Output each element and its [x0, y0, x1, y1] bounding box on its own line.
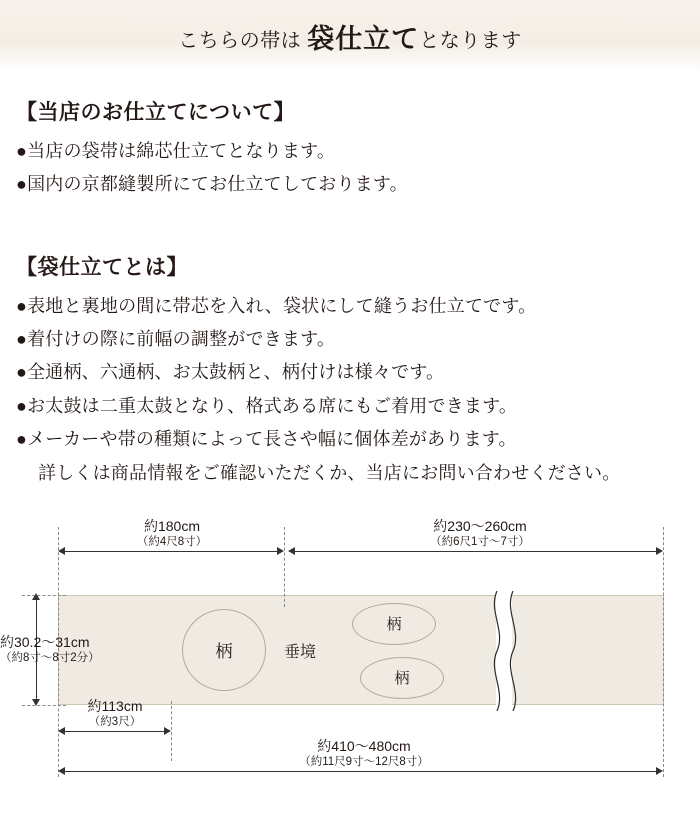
header-banner [0, 0, 700, 72]
guide-line-tare-boundary [284, 527, 285, 607]
pattern-oval-top [352, 603, 436, 645]
dim-arrow-top-left [62, 551, 280, 552]
pattern-label: 柄 [215, 642, 233, 662]
dim-label-height [0, 633, 126, 666]
dim-arrow-top-right [292, 551, 659, 552]
bullet-item: ●国内の京都縫製所にてお仕立てしております。 [16, 174, 408, 195]
bullet-item: ●お太鼓は二重太鼓となり、格式ある席にもご着用できます。 [16, 395, 518, 416]
dim-subvalue: （約11尺9寸〜12尺8寸） [299, 755, 429, 768]
dim-arrow-bottom-left [62, 731, 167, 732]
bullet-item: ●表地と裏地の間に帯芯を入れ、袋状にして縫うお仕立てです。 [16, 295, 537, 316]
banner-emphasis: 袋仕立て [307, 23, 420, 54]
pattern-label: 柄 [386, 616, 402, 634]
bullet-item: ●着付けの際に前幅の調整ができます。 [16, 329, 336, 350]
banner-prefix: こちらの帯は [178, 29, 308, 52]
arrow-head-left [288, 547, 295, 555]
break-line-right [502, 591, 524, 711]
pattern-circle [182, 609, 266, 691]
dim-value: 約180cm [143, 517, 201, 534]
bullet-item: ●全通柄、六通柄、お太鼓柄と、柄付けは様々です。 [16, 362, 445, 383]
arrow-head-right [277, 547, 284, 555]
dim-subvalue: （約6尺1寸〜7寸） [430, 535, 530, 548]
arrow-head-left [58, 547, 65, 555]
obi-body-right [512, 595, 664, 705]
dim-value: 約230〜260cm [433, 517, 527, 534]
section-title-shop-tailoring: 【当店のお仕立てについて】 [16, 101, 296, 124]
dim-subvalue: （約8寸〜8寸2分） [0, 651, 100, 664]
tare-boundary-label: 垂境 [284, 643, 317, 661]
dim-subvalue: （約4尺8寸） [136, 535, 208, 548]
dim-arrow-bottom-total [62, 771, 659, 772]
section-note: 詳しくは商品情報をご確認いただくか、当店にお問い合わせください。 [38, 462, 621, 483]
section-title-fukuro-shitate: 【袋仕立てとは】 [16, 255, 188, 279]
obi-dimension-diagram [0, 505, 700, 805]
arrow-head-left [58, 767, 65, 775]
arrow-head-right [656, 547, 663, 555]
arrow-head-right [656, 767, 663, 775]
banner-suffix: となります [419, 29, 522, 52]
dim-label-top-right [390, 517, 570, 550]
dim-label-top-left [100, 517, 244, 550]
bullet-item: ●メーカーや帯の種類によって長さや幅に個体差があります。 [16, 429, 517, 450]
pattern-label: 柄 [394, 670, 410, 688]
pattern-oval-bottom [360, 657, 444, 699]
guide-line-right-edge [663, 527, 664, 777]
dim-label-bottom-left [50, 697, 180, 730]
dim-value: 約113cm [87, 697, 143, 714]
dim-label-bottom-total [264, 737, 464, 770]
dim-value: 約410〜480cm [317, 737, 411, 754]
dim-subvalue: （約3尺） [88, 715, 142, 728]
bullet-item: ●当店の袋帯は綿芯仕立てとなります。 [16, 141, 336, 161]
banner-title [178, 17, 522, 56]
spacer [16, 205, 684, 245]
dim-value: 約30.2〜31cm [0, 633, 90, 650]
content-area [0, 72, 700, 487]
guide-line-top-edge [22, 595, 66, 596]
